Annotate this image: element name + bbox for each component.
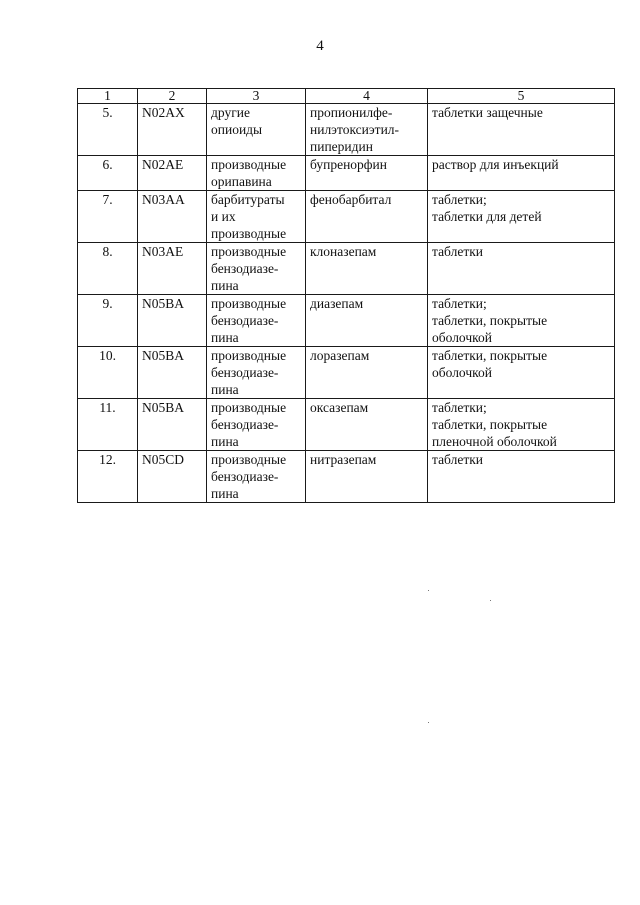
dosage-form: таблетки; таблетки, покрытые оболочкой [428,295,615,347]
pharmacological-group: производные бензодиазе- пина [207,451,306,503]
substance-name: оксазепам [306,399,428,451]
atc-code: N02AX [138,104,207,156]
dosage-form: таблетки [428,243,615,295]
substance-name: нитразепам [306,451,428,503]
header-col-4: 4 [306,89,428,104]
pharmacological-group: производные бензодиазе- пина [207,243,306,295]
header-col-5: 5 [428,89,615,104]
pharmacological-group: производные бензодиазе- пина [207,399,306,451]
pharmacological-group: барбитураты и их производные [207,191,306,243]
substance-name: фенобарбитал [306,191,428,243]
atc-code: N03AA [138,191,207,243]
row-number: 7. [78,191,138,243]
dosage-form: таблетки; таблетки, покрытые пленочной оболочкой [428,399,615,451]
table-row [78,451,615,503]
atc-code: N05CD [138,451,207,503]
header-row [78,89,615,104]
page-number: 4 [316,38,324,54]
table-body [78,104,615,503]
dosage-form: таблетки, покрытые оболочкой [428,347,615,399]
atc-code: N05BA [138,399,207,451]
table-row [78,295,615,347]
substance-name: лоразепам [306,347,428,399]
row-number: 5. [78,104,138,156]
atc-code: N05BA [138,295,207,347]
scan-speck [428,590,429,591]
row-number: 11. [78,399,138,451]
substance-name: диазепам [306,295,428,347]
dosage-form: раствор для инъекций [428,156,615,191]
table-row [78,399,615,451]
substance-name: бупренорфин [306,156,428,191]
dosage-form: таблетки [428,451,615,503]
pharmacological-group: производные бензодиазе- пина [207,347,306,399]
table-row [78,243,615,295]
pharmacological-group: другие опиоиды [207,104,306,156]
substance-name: клоназепам [306,243,428,295]
scan-speck [490,600,491,601]
dosage-form: таблетки; таблетки для детей [428,191,615,243]
table-row [78,191,615,243]
header-col-1: 1 [78,89,138,104]
table-header [78,89,615,104]
row-number: 9. [78,295,138,347]
table-row [78,156,615,191]
header-col-3: 3 [207,89,306,104]
row-number: 6. [78,156,138,191]
atc-code: N03AE [138,243,207,295]
header-col-2: 2 [138,89,207,104]
row-number: 12. [78,451,138,503]
atc-code: N02AE [138,156,207,191]
dosage-form: таблетки защечные [428,104,615,156]
drug-table [77,88,615,503]
substance-name: пропионилфе- нилэтоксиэтил- пиперидин [306,104,428,156]
row-number: 10. [78,347,138,399]
row-number: 8. [78,243,138,295]
scan-speck [428,722,429,723]
table-row [78,347,615,399]
pharmacological-group: производные орипавина [207,156,306,191]
table-row [78,104,615,156]
atc-code: N05BA [138,347,207,399]
pharmacological-group: производные бензодиазе- пина [207,295,306,347]
